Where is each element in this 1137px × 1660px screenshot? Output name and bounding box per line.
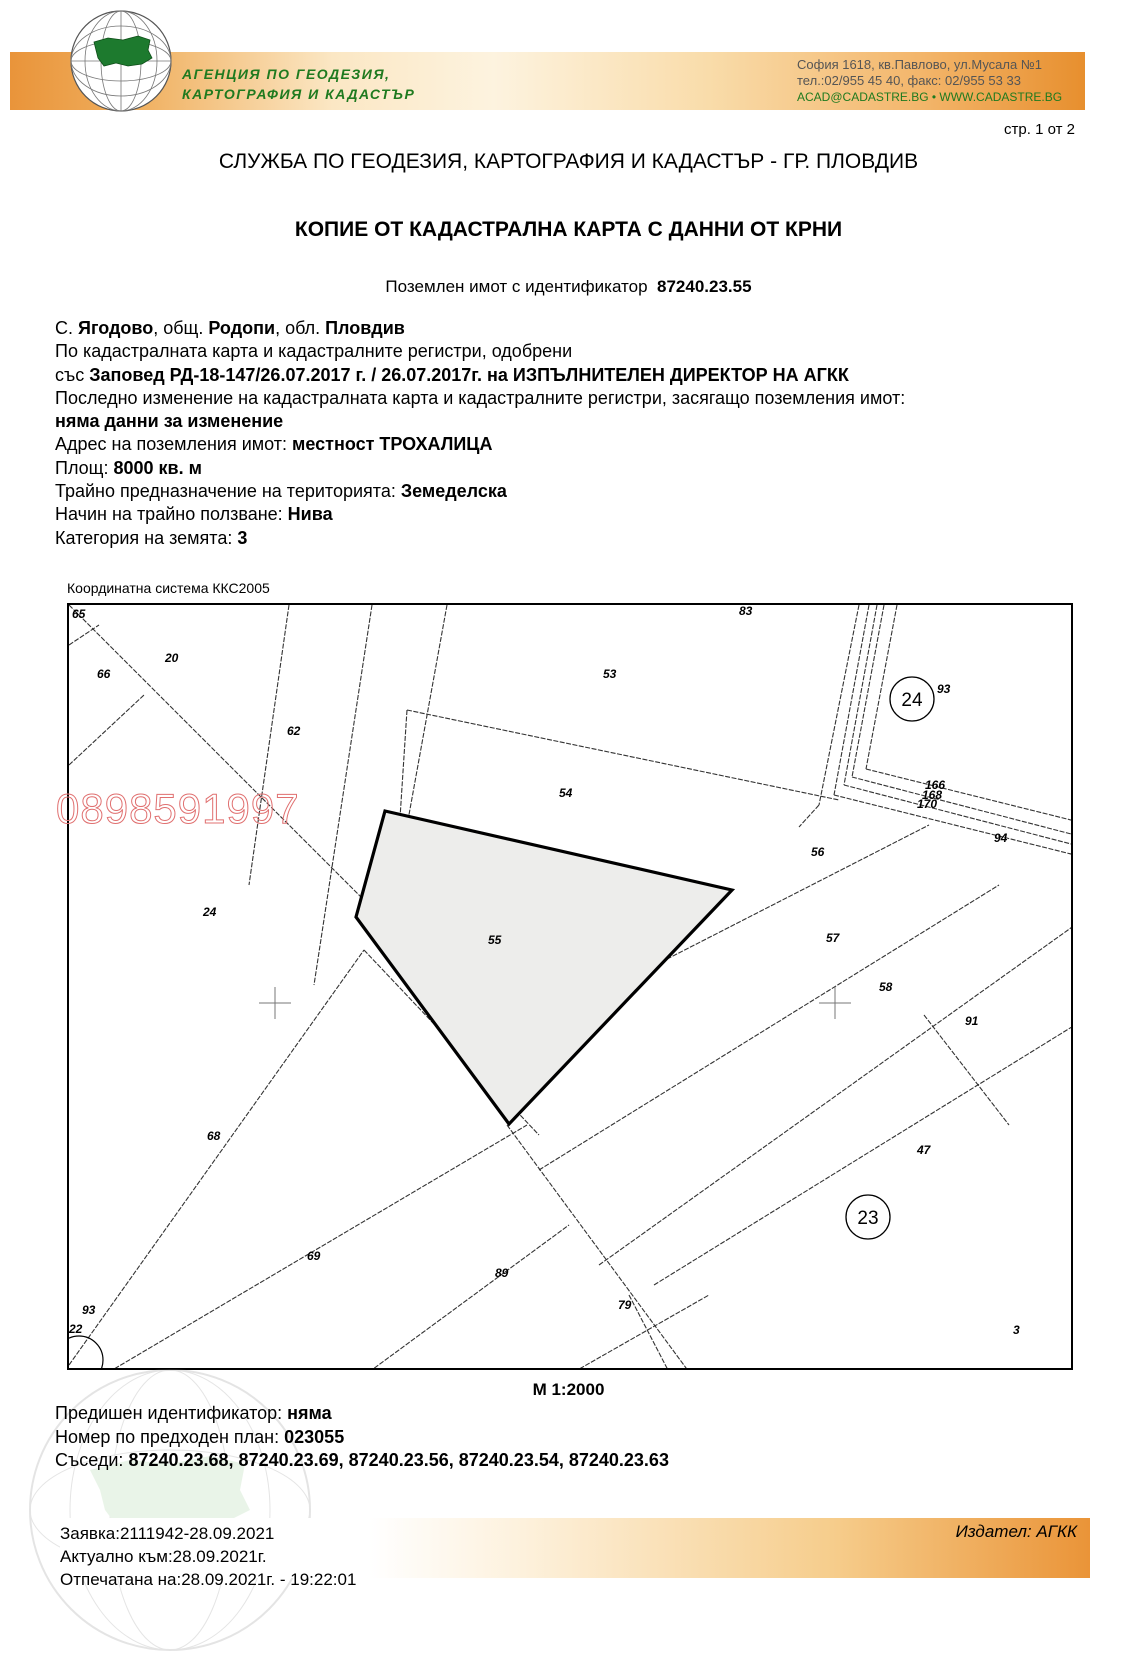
section-label-23: 23 [857, 1208, 879, 1229]
parcel-label-22: 22 [69, 1322, 83, 1336]
prev-plan-value: 023055 [284, 1426, 345, 1447]
prev-id-label: Предишен идентификатор: [55, 1403, 283, 1423]
parcel-label-79: 79 [618, 1298, 632, 1312]
village-prefix: С. [55, 318, 73, 338]
region-prefix: , обл. [275, 318, 321, 338]
category-value: 3 [237, 527, 248, 548]
agency-address: София 1618, кв.Павлово, ул.Мусала №1 [797, 57, 1043, 72]
agency-web[interactable]: ACAD@CADASTRE.BG • WWW.CADASTRE.BG [797, 90, 1063, 104]
usage-label: Начин на трайно ползване: [55, 504, 283, 525]
neighbors-label: Съседи: [55, 1450, 124, 1470]
parcel-label-3: 3 [1013, 1323, 1020, 1337]
coordinate-system: Координатна система ККС2005 [67, 580, 270, 596]
request-number: Заявка:2111942-28.09.2021 [60, 1524, 275, 1543]
publisher: Издател: АГКК [955, 1522, 1077, 1541]
municipality-prefix: , общ. [153, 318, 204, 338]
prev-plan-label: Номер по предходен план: [55, 1426, 280, 1447]
village: Ягодово [78, 318, 154, 338]
phone-watermark: 0898591997 [56, 785, 300, 832]
parcel-label-69: 69 [307, 1249, 321, 1263]
printed-date: Отпечатана на:28.09.2021г. - 19:22:01 [60, 1570, 357, 1589]
prev-id-line [55, 1402, 669, 1426]
parcel-label-68: 68 [207, 1129, 221, 1143]
category-line [55, 527, 905, 550]
parcel-label-58: 58 [879, 980, 893, 994]
map-drawing [69, 605, 1073, 1370]
parcel-label-24: 24 [203, 905, 217, 919]
parcel-label-57: 57 [826, 931, 840, 945]
footer-meta [60, 1522, 356, 1591]
additional-info [55, 1402, 669, 1473]
parcel-label-62: 62 [287, 724, 301, 738]
parcel-label-166: 166 [925, 778, 946, 792]
parcel-label-20: 20 [165, 651, 179, 665]
location-line [55, 317, 905, 340]
identifier-line [0, 277, 1137, 297]
parcel-label-47: 47 [917, 1143, 931, 1157]
area-line [55, 457, 905, 480]
parcel-label-168: 168 [922, 788, 943, 802]
area-value: 8000 кв. м [113, 457, 202, 478]
identifier-label: Поземлен имот с идентификатор [385, 277, 648, 296]
parcel-label-66: 66 [97, 667, 111, 681]
address-value: местност ТРОХАЛИЦА [292, 434, 493, 455]
parcel-label-93b: 93 [82, 1303, 96, 1317]
cadastral-map [67, 603, 1073, 1370]
subject-parcel-55[interactable] [356, 811, 732, 1124]
municipality: Родопи [208, 318, 276, 338]
neighbors-line [55, 1449, 669, 1473]
property-info [55, 317, 905, 550]
section-label-24: 24 [901, 690, 923, 711]
parcel-label-65: 65 [72, 607, 86, 621]
agency-name [182, 64, 415, 104]
parcel-label-89: 89 [495, 1266, 509, 1280]
purpose-label: Трайно предназначение на територията: [55, 481, 396, 502]
usage-value: Нива [287, 504, 333, 525]
purpose-value: Земеделска [400, 481, 507, 502]
agency-line-1: АГЕНЦИЯ ПО ГЕОДЕЗИЯ, [182, 66, 391, 82]
parcel-label-55: 55 [488, 933, 502, 947]
parcel-label-54: 54 [559, 786, 573, 800]
approved-line: По кадастралната карта и кадастралните регистри, одобрени [55, 341, 573, 362]
parcel-label-91: 91 [965, 1014, 979, 1028]
prev-id-value: няма [287, 1403, 332, 1423]
address-label: Адрес на поземления имот: [55, 434, 288, 455]
purpose-line [55, 480, 905, 503]
address-line [55, 433, 905, 456]
last-change-label: Последно изменение на кадастралната карта и кадастралните регистри, засягащо поземления имот: [55, 387, 906, 408]
identifier-value: 87240.23.55 [657, 277, 752, 296]
area-label: Площ: [55, 457, 109, 478]
agency-line-2: КАРТОГРАФИЯ И КАДАСТЪР [182, 86, 416, 102]
order-line [55, 364, 905, 387]
order-prefix: със [55, 364, 85, 385]
parcel-label-93: 93 [937, 682, 951, 696]
map-scale: М 1:2000 [532, 1380, 605, 1399]
parcel-label-53: 53 [603, 667, 617, 681]
parcel-label-56: 56 [811, 845, 825, 859]
last-change-value: няма данни за изменение [55, 411, 284, 432]
region: Пловдив [325, 318, 405, 338]
category-label: Категория на земята: [55, 527, 233, 548]
document-title: КОПИЕ ОТ КАДАСТРАЛНА КАРТА С ДАННИ ОТ КРНИ [294, 218, 843, 241]
parcel-label-83: 83 [739, 605, 753, 618]
usage-line [55, 503, 905, 526]
prev-plan-line [55, 1426, 669, 1450]
agency-phone: тел.:02/955 45 40, факс: 02/955 53 33 [797, 73, 1021, 88]
office-title: СЛУЖБА ПО ГЕОДЕЗИЯ, КАРТОГРАФИЯ И КАДАСТЪР - ГР. ПЛОВДИВ [218, 150, 919, 173]
page-number: стр. 1 от 2 [1004, 121, 1075, 138]
parcel-label-170: 170 [917, 797, 938, 811]
order-value: Заповед РД-18-147/26.07.2017 г. / 26.07.2017г. на ИЗПЪЛНИТЕЛЕН ДИРЕКТОР НА АГКК [89, 364, 849, 385]
neighbors-value: 87240.23.68, 87240.23.69, 87240.23.56, 87240.23.54, 87240.23.63 [128, 1450, 669, 1470]
agency-globe-logo [68, 8, 174, 114]
parcel-label-94: 94 [994, 831, 1008, 845]
actual-date: Актуално към:28.09.2021г. [60, 1547, 267, 1566]
agency-contact [797, 57, 1062, 105]
